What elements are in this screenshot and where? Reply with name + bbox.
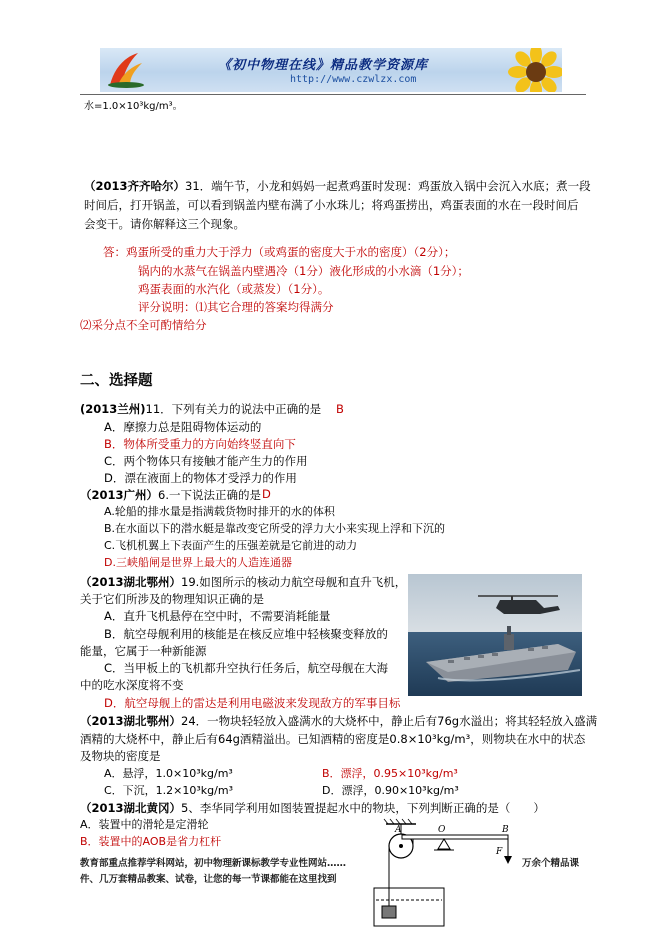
q31-line2: 时间后，打开锅盖，可以看到锅盖内壁布满了小水珠儿；将鸡蛋捞出，鸡蛋表面的水在一段时间后 [84,198,579,212]
q24-line1-text: 24．一物块轻轻放入盛满水的大烧杯中，静止后有76g水溢出；将其轻轻放入盛满 [181,714,598,728]
banner-title: 《初中物理在线》精品教学资源库 [218,58,429,73]
q11-option-c: C．两个物体只有接触才能产生力的作用 [104,454,308,468]
q31-line1 [84,179,591,193]
q19-option-a: A．直升飞机悬停在空中时，不需要消耗能量 [104,609,331,623]
answer31-line5: ⑵采分点不全可酌情给分 [80,318,207,332]
q19-stem1-text: 19.如图所示的核动力航空母舰和直升飞机， [181,575,407,589]
footer-line1-right: 万余个精品课 [522,858,580,869]
q6-stem-text: 6.一下说法正确的是 [158,488,261,502]
answer31-line4: 评分说明：⑴其它合理的答案均得满分 [138,300,334,314]
q24-option-c: C．下沉，1.2×10³kg/m³ [104,784,233,797]
q6-source: （2013广州） [80,488,159,502]
q19-stem1 [80,575,406,589]
q24-source: （2013湖北鄂州） [80,714,182,728]
aircraft-carrier-photo [408,574,582,696]
sunflower-icon [506,48,562,92]
q31-source: （2013齐齐哈尔） [84,179,186,193]
q11-stem [80,402,321,416]
q11-stem-text: 11．下列有关力的说法中正确的是 [145,402,322,416]
pulley-lever-diagram [358,818,520,932]
q24-line2: 酒精的大烧杯中，静止后有64g酒精溢出。已知酒精的密度是0.8×10³kg/m³，则物块在水中的状态 [80,732,586,746]
q6-option-a: A.轮船的排水量是指满载货物时排开的水的体积 [104,505,335,518]
q24-option-b: B．漂浮，0.95×10³kg/m³ [322,767,458,780]
q24-option-a: A．悬浮，1.0×10³kg/m³ [104,767,233,780]
q19-option-b2: 能量，它属于一种新能源 [80,644,207,658]
label-o: O [438,825,446,835]
q19-stem2: 关于它们所涉及的物理知识正确的是 [80,592,264,606]
q19-source: （2013湖北鄂州） [80,575,182,589]
answer31-line3: 鸡蛋表面的水汽化（或蒸发）（1分）。 [138,282,330,296]
q5-option-a: A．装置中的滑轮是定滑轮 [80,818,209,831]
header-rule [80,94,586,95]
site-logo-icon [104,51,148,89]
answer31-line1: 答：鸡蛋所受的重力大于浮力（或鸡蛋的密度大于水的密度）（2分）； [103,245,456,259]
q5-stem-text: 5、李华同学利用如图装置提起水中的物块，下列判断正确的是（ ） [181,801,545,815]
q11-source: (2013兰州) [80,402,146,416]
header-banner [100,48,562,92]
banner-url: http://www.czwlzx.com [290,74,417,85]
q31-line3: 会变干。请你解释这三个现象。 [84,217,245,231]
q19-option-c1: C．当甲板上的飞机都升空执行任务后，航空母舰在大海 [104,661,389,675]
q6-stem [80,488,261,502]
answer31-line2: 锅内的水蒸气在锅盖内壁遇冷（1分）液化形成的小水滴（1分）； [138,264,469,278]
q19-option-d: D．航空母舰上的雷达是利用电磁波来发现敌方的军事目标 [104,696,401,710]
q6-option-b: B.在水面以下的潜水艇是靠改变它所受的浮力大小来实现上浮和下沉的 [104,522,446,535]
label-f: F [496,847,503,857]
q19-option-b1: B．航空母舰利用的核能是在核反应堆中轻核聚变释放的 [104,627,388,641]
q19-option-c2: 中的吃水深度将不变 [80,678,184,692]
q11-option-a: A．摩擦力总是阻碍物体运动的 [104,420,262,434]
q11-option-d: D．漂在液面上的物体才受浮力的作用 [104,471,297,485]
q6-option-d: D.三峡船闸是世界上最大的人造连通器 [104,556,292,569]
q5-stem [80,801,545,815]
section-title: 二、选择题 [80,372,153,389]
q6-option-c: C.飞机机翼上下表面产生的压强差就是它前进的动力 [104,539,358,552]
top-fragment: 水=1.0×10³kg/m³。 [84,101,183,112]
footer-line2: 件、几万套精品教案、试卷，让您的每一节课都能在这里找到 [80,874,337,885]
q5-option-b: B．装置中的AOB是省力杠杆 [80,835,222,848]
label-b: B [502,825,509,835]
q24-line1 [80,714,597,728]
q24-option-d: D．漂浮，0.90×10³kg/m³ [322,784,459,797]
q11-answer: B [336,402,344,416]
q24-line3: 及物块的密度是 [80,749,161,763]
q11-option-b: B．物体所受重力的方向始终竖直向下 [104,437,296,451]
q6-answer: D [262,487,271,501]
footer-line1: 教育部重点推荐学科网站，初中物理新课标教学专业性网站…… [80,858,347,869]
q31-stem: 31．端午节，小龙和妈妈一起煮鸡蛋时发现：鸡蛋放入锅中会沉入水底；煮一段 [185,179,591,193]
q5-source: （2013湖北黄冈） [80,801,182,815]
label-a: A [395,825,402,835]
